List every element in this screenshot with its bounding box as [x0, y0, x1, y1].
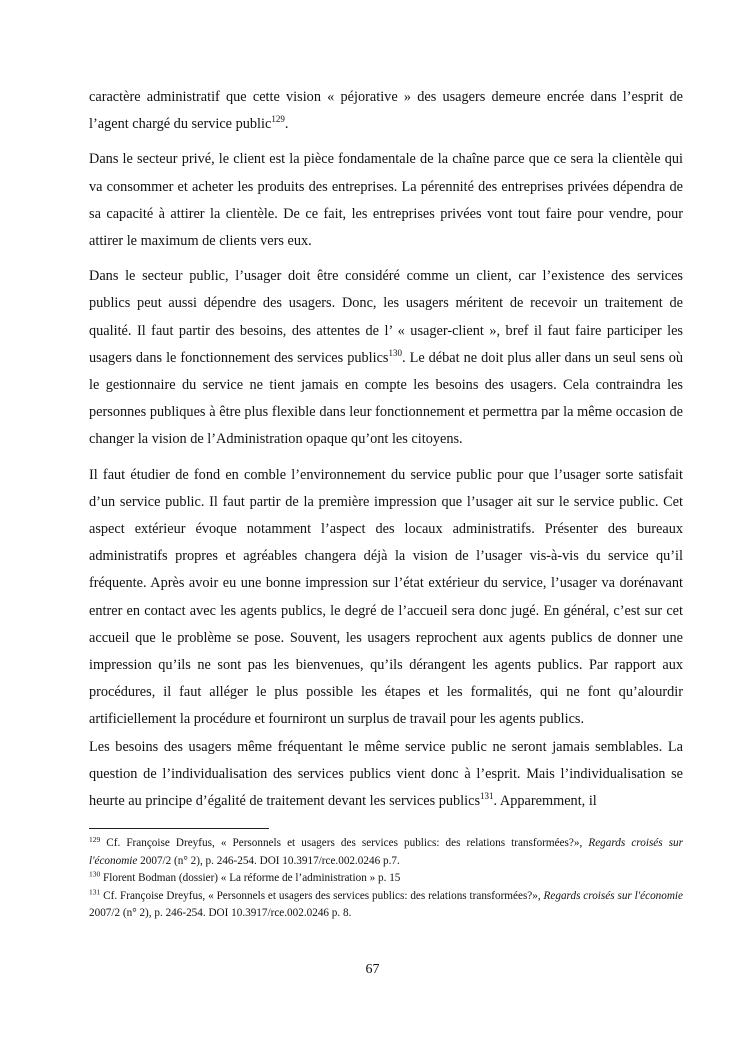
- journal-title: Regards croisés sur l'économie: [543, 889, 684, 902]
- footnote-131: $^{131}$ Cf. Françoise Dreyfus, « Personnels et usagers des services publics: des relations transformées?», Regards croisés sur l'économie 2007/2 (n° 2), p. 246-254. DOI 10.3917/rce.002.0246 p. 8.: [89, 887, 684, 920]
- paragraph-4: Il faut étudier de fond en comble l’environnement du service public pour que l’usager sorte satisfait d’un service public. Il faut partir de la première impression que l’usager ait sur le service public. Cet aspect extérieur évoque notamment l’aspect des locaux administratifs. Présenter des bureaux administratifs propres et agréables changera déjà la vision de l’usager vis-à-vis du service qu’il fréquente. Après avoir eu une bonne impression sur l’état extérieur du service, l’usager va dorénavant entrer en contact avec les agents publics, le degré de l’accueil sera donc jugé. En général, c’est sur cet accueil que le problème se pose. Souvent, les usagers reprochent aux agents publics de donner une impression qu’ils ne sont pas les bienvenues, qu’ils dérangent les agents publics. Par rapport aux procédures, il faut alléger le plus possible les étapes et les formalités, qui ne font qu’alourdir artificiellement la procédure et fourniront un surplus de travail pour les agents publics.: [89, 466, 683, 728]
- journal-title: Regards croisés sur l'économie: [89, 837, 684, 867]
- page-content: [89, 84, 683, 923]
- footnotes: [89, 835, 683, 923]
- body-text: [89, 84, 683, 815]
- paragraph-1: caractère administratif que cette vision « péjorative » des usagers demeure encrée dans l’esprit de l’agent chargé du service public$^{129}$.: [89, 89, 683, 133]
- footnote-ref-129[interactable]: 129: [271, 114, 285, 125]
- footnote-130: $^{130}$ Florent Bodman (dossier) « La réforme de l’administration » p. 15: [89, 869, 401, 885]
- footnote-number: 130: [89, 869, 101, 879]
- footnote-number: 131: [89, 887, 101, 897]
- paragraph-3: Dans le secteur public, l’usager doit être considéré comme un client, car l’existence des services publics peut aussi dépendre des usagers. Donc, les usagers méritent de recevoir un traitement de qualité. Il faut partir des besoins, des attentes de l’ « usager-client », bref il faut faire participer les usagers dans le fonctionnement des services publics$^{130}$. Le débat ne doit plus aller dans un seul sens où le gestionnaire du service ne tient jamais en compte les besoins des usagers. Cela contraindra les personnes publiques à être plus flexible dans leur fonctionnement et permettra par la même occasion de changer la vision de l’Administration opaque qu’ont les citoyens.: [89, 268, 683, 448]
- footnote-number: 129: [89, 834, 101, 844]
- footnote-129: $^{129}$ Cf. Françoise Dreyfus, « Personnels et usagers des services publics: des relations transformées?», Regards croisés sur l'économie 2007/2 (n° 2), p. 246-254. DOI 10.3917/rce.002.0246 p.7.: [89, 834, 684, 867]
- page-number: 67: [365, 962, 380, 977]
- footnote-ref-130[interactable]: 130: [388, 348, 403, 359]
- paragraph-2: Dans le secteur privé, le client est la pièce fondamentale de la chaîne parce que ce sera la clientèle qui va consommer et acheter les produits des entreprises. La pérennité des entreprises privées dépendra de sa capacité à attirer la clientèle. De ce fait, les entreprises privées vont tout faire pour vendre, pour attirer le maximum de clients vers eux.: [89, 151, 683, 250]
- footnote-ref-131[interactable]: 131: [480, 791, 494, 802]
- paragraph-5: Les besoins des usagers même fréquentant le même service public ne seront jamais semblables. La question de l’individualisation des services publics vient donc à l’esprit. Mais l’individualisation se heurte au principe d’égalité de traitement devant les services publics$^{131}$. Apparemment, il: [89, 738, 683, 810]
- footnote-separator: [89, 828, 269, 829]
